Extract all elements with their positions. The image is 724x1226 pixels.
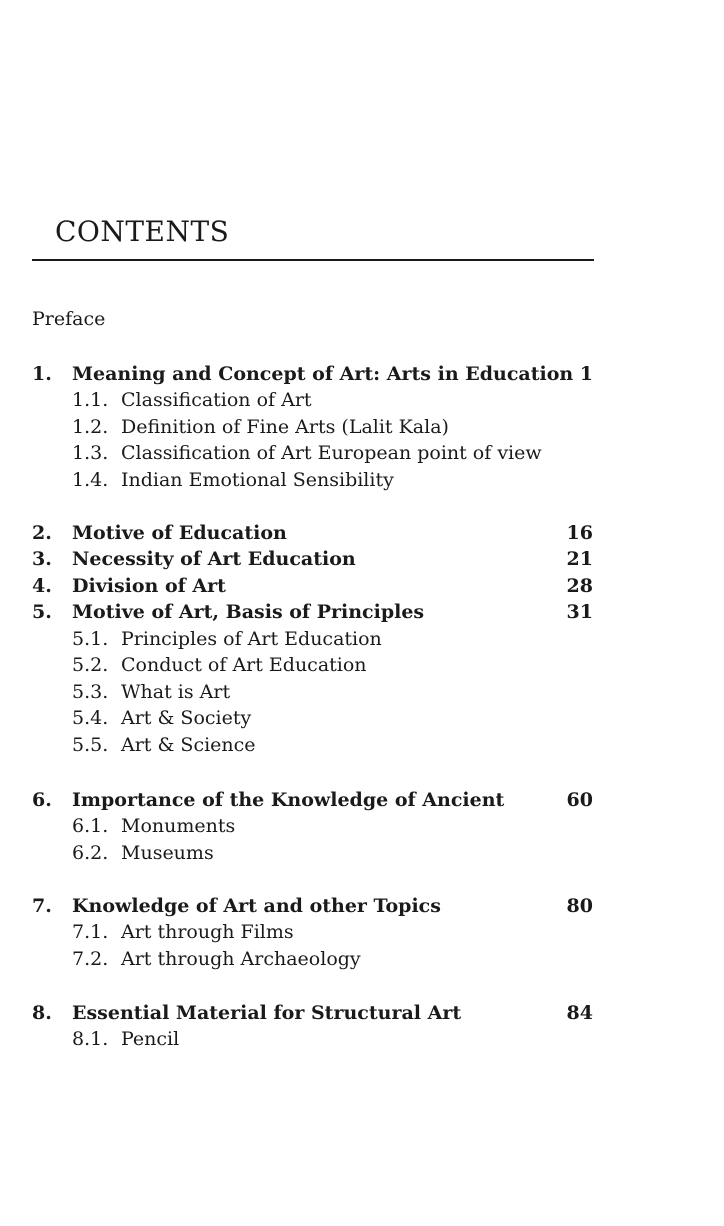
toc-subentry [0, 1026, 724, 1052]
subentry-number: 7.1. [72, 921, 109, 943]
subentry-title: Museums [121, 842, 214, 864]
chapter-page-number: 60 [566, 789, 593, 811]
toc-chapter-3 [0, 546, 724, 572]
subentry-title: What is Art [121, 681, 231, 703]
toc-subentry [0, 440, 724, 466]
toc-chapter-4 [0, 573, 724, 599]
subentry-number: 6.2. [72, 842, 109, 864]
subentry-title: Monuments [121, 815, 236, 837]
chapter-number: 8. [32, 1002, 52, 1024]
chapter-page-number: 16 [566, 522, 593, 544]
chapter-title: Essential Material for Structural Art [72, 1002, 462, 1024]
subentry-title: Art & Science [121, 734, 256, 756]
subentry-title: Pencil [121, 1028, 180, 1050]
toc-subentry [0, 840, 724, 866]
subentry-title: Classification of Art European point of view [121, 442, 542, 464]
toc-subentry [0, 652, 724, 678]
chapter-page-number: 1 [579, 363, 593, 385]
chapter-number: 7. [32, 895, 52, 917]
subentry-number: 1.1. [72, 389, 109, 411]
toc-subentry [0, 732, 724, 758]
chapter-page-number: 84 [566, 1002, 593, 1024]
subentry-number: 7.2. [72, 948, 109, 970]
subentry-number: 5.1. [72, 628, 109, 650]
subentry-number: 8.1. [72, 1028, 109, 1050]
chapter-number: 6. [32, 789, 52, 811]
chapter-page-number: 31 [566, 601, 593, 623]
chapter-title: Meaning and Concept of Art: Arts in Education [72, 363, 574, 385]
subentry-title: Indian Emotional Sensibility [121, 469, 394, 491]
subentry-title: Conduct of Art Education [121, 654, 367, 676]
subentry-title: Art through Archaeology [121, 948, 361, 970]
title-divider [32, 259, 594, 261]
chapter-title: Motive of Art, Basis of Principles [72, 601, 425, 623]
subentry-number: 1.4. [72, 469, 109, 491]
chapter-page-number: 21 [566, 548, 593, 570]
subentry-number: 1.2. [72, 416, 109, 438]
subentry-title: Principles of Art Education [121, 628, 382, 650]
subentry-number: 5.4. [72, 707, 109, 729]
subentry-title: Definition of Fine Arts (Lalit Kala) [121, 416, 449, 438]
page-title: CONTENTS [55, 215, 230, 248]
subentry-title: Art & Society [121, 707, 252, 729]
toc-subentry [0, 813, 724, 839]
subentry-number: 5.3. [72, 681, 109, 703]
toc-chapter-5 [0, 599, 724, 625]
toc-subentry [0, 946, 724, 972]
chapter-number: 5. [32, 601, 52, 623]
chapter-number: 1. [32, 363, 52, 385]
chapter-number: 3. [32, 548, 52, 570]
toc-chapter-8 [0, 1000, 724, 1026]
subentry-number: 5.2. [72, 654, 109, 676]
toc-subentry [0, 919, 724, 945]
chapter-page-number: 28 [566, 575, 593, 597]
toc-chapter-6 [0, 787, 724, 813]
chapter-page-number: 80 [566, 895, 593, 917]
subentry-title: Art through Films [121, 921, 294, 943]
toc-chapter-2 [0, 520, 724, 546]
chapter-title: Division of Art [72, 575, 226, 597]
subentry-number: 6.1. [72, 815, 109, 837]
chapter-number: 4. [32, 575, 52, 597]
chapter-number: 2. [32, 522, 52, 544]
toc-subentry [0, 414, 724, 440]
subentry-title: Classification of Art [121, 389, 312, 411]
toc-chapter-1 [0, 361, 724, 387]
chapter-title: Importance of the Knowledge of Ancient [72, 789, 505, 811]
toc-subentry [0, 679, 724, 705]
toc-subentry [0, 626, 724, 652]
subentry-number: 1.3. [72, 442, 109, 464]
subentry-number: 5.5. [72, 734, 109, 756]
chapter-title: Necessity of Art Education [72, 548, 356, 570]
chapter-title: Motive of Education [72, 522, 287, 544]
toc-subentry [0, 387, 724, 413]
chapter-title: Knowledge of Art and other Topics [72, 895, 441, 917]
toc-subentry [0, 467, 724, 493]
toc-chapter-7 [0, 893, 724, 919]
toc-subentry [0, 705, 724, 731]
preface-entry: Preface [32, 308, 106, 330]
